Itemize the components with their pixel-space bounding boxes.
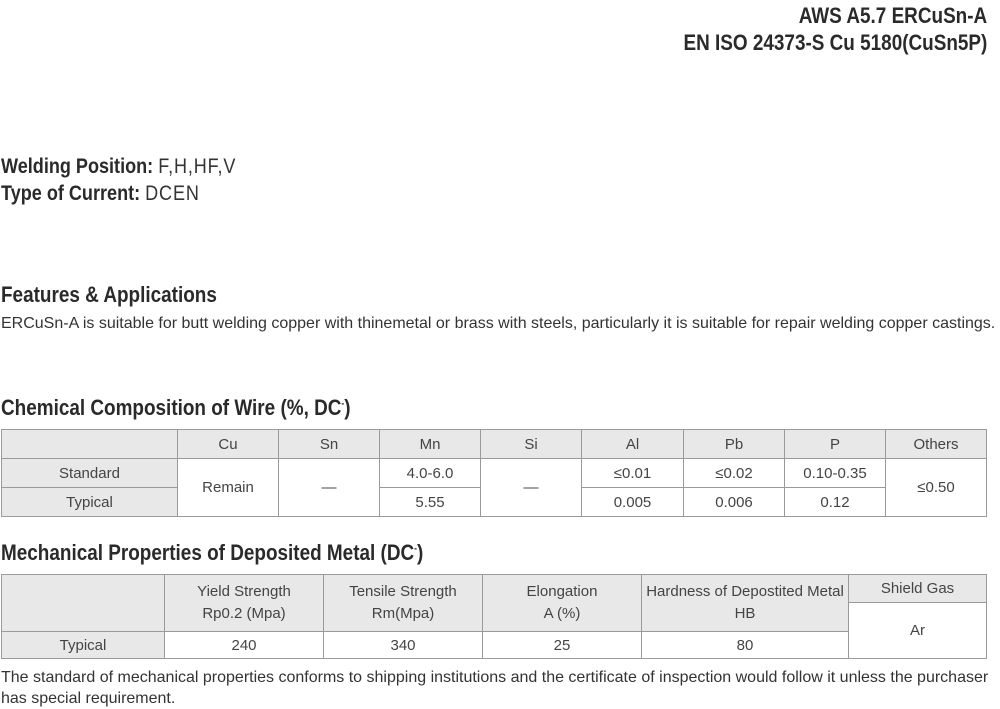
cell-yield: 240 — [165, 632, 324, 659]
cell-sn: — — [279, 459, 380, 517]
header-cell-p: P — [785, 430, 886, 459]
header-cell-si: Si — [481, 430, 582, 459]
header-cell-pb: Pb — [684, 430, 785, 459]
table-row-standard — [2, 459, 987, 488]
current-type-row — [1, 180, 275, 207]
row-label-typical: Typical — [2, 488, 178, 517]
header-cell-yield: Yield Strength Rp0.2 (Mpa) — [165, 575, 324, 632]
welding-position-value: F,H,HF,V — [158, 155, 237, 178]
iso-classification: EN ISO 24373-S Cu 5180(CuSn5P) — [683, 30, 987, 55]
mechanical-properties-title: Mechanical Properties of Deposited Metal (DC-) — [1, 540, 424, 565]
footnote: The standard of mechanical properties conforms to shipping institutions and the certificate of inspection would follow it unless the purchaser has special requirement. — [1, 669, 989, 707]
cell-tensile: 340 — [324, 632, 483, 659]
features-title: Features & Applications — [1, 282, 217, 307]
cell-others: ≤0.50 — [886, 459, 987, 517]
standard-header — [634, 2, 987, 56]
chemical-composition-table — [1, 429, 987, 517]
header-cell-hardness: Hardness of Depostited Metal HB — [642, 575, 849, 632]
cell-cu: Remain — [178, 459, 279, 517]
mechanical-properties-table — [1, 574, 987, 659]
cell-p-typical: 0.12 — [785, 488, 886, 517]
welding-position-row — [1, 153, 275, 180]
table-header-row — [2, 575, 987, 603]
cell-al-standard: ≤0.01 — [582, 459, 684, 488]
current-type-value: DCEN — [145, 182, 200, 205]
table-header-row — [2, 430, 987, 459]
header-cell-shield-gas: Shield Gas — [849, 575, 987, 603]
cell-al-typical: 0.005 — [582, 488, 684, 517]
header-cell-tensile: Tensile Strength Rm(Mpa) — [324, 575, 483, 632]
current-type-label: Type of Current: — [1, 182, 141, 205]
cell-pb-typical: 0.006 — [684, 488, 785, 517]
cell-mn-standard: 4.0-6.0 — [380, 459, 481, 488]
features-text: ERCuSn-A is suitable for butt welding copper with thinemetal or brass with steels, particularly it is suitable for repair welding copper castings. — [1, 315, 996, 332]
row-label-standard: Standard — [2, 459, 178, 488]
header-cell-others: Others — [886, 430, 987, 459]
chemical-composition-title: Chemical Composition of Wire (%, DC-) — [1, 395, 351, 420]
cell-p-standard: 0.10-0.35 — [785, 459, 886, 488]
header-cell-empty — [2, 430, 178, 459]
cell-hardness: 80 — [642, 632, 849, 659]
cell-mn-typical: 5.55 — [380, 488, 481, 517]
header-cell-elongation: Elongation A (%) — [483, 575, 642, 632]
cell-shield-gas: Ar — [849, 603, 987, 659]
header-cell-al: Al — [582, 430, 684, 459]
header-cell-cu: Cu — [178, 430, 279, 459]
cell-si: — — [481, 459, 582, 517]
header-cell-empty — [2, 575, 165, 632]
welding-info — [1, 153, 275, 207]
aws-classification: AWS A5.7 ERCuSn-A — [798, 3, 987, 28]
header-cell-sn: Sn — [279, 430, 380, 459]
header-cell-mn: Mn — [380, 430, 481, 459]
cell-elongation: 25 — [483, 632, 642, 659]
table-row-typical — [2, 632, 987, 659]
cell-pb-standard: ≤0.02 — [684, 459, 785, 488]
welding-position-label: Welding Position: — [1, 155, 154, 178]
row-label-typical: Typical — [2, 632, 165, 659]
